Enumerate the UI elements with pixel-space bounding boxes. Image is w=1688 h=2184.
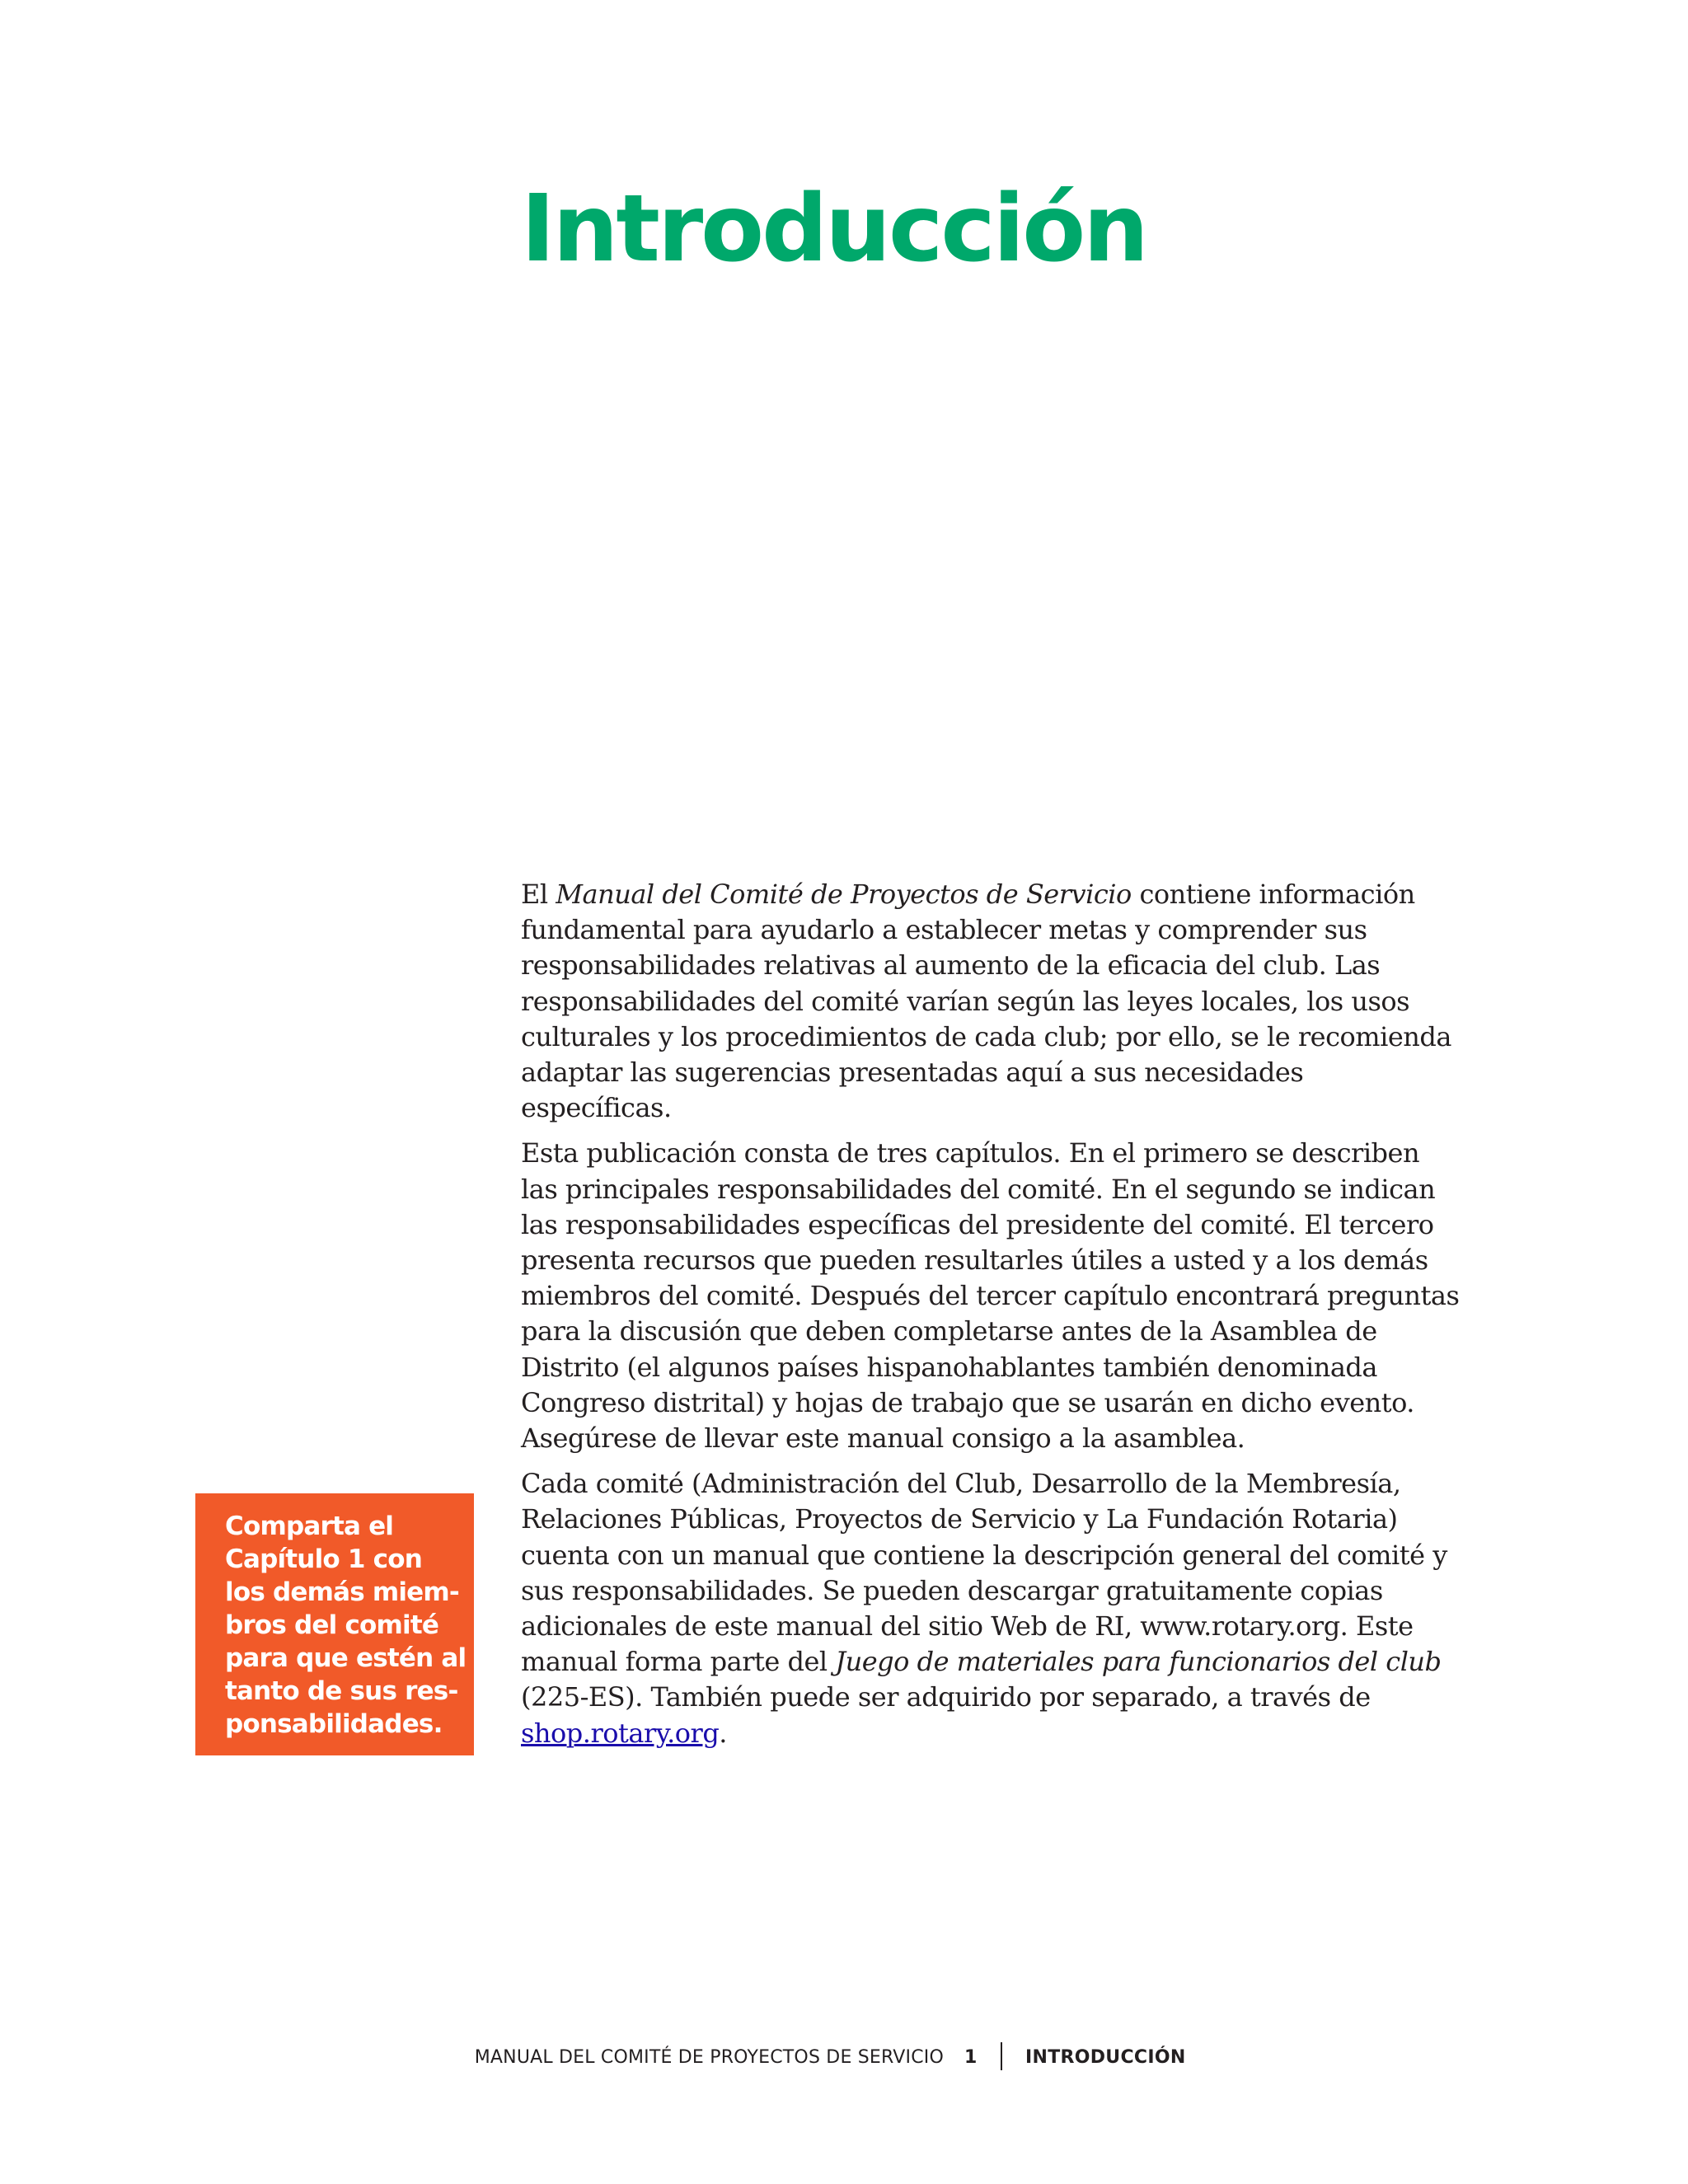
callout-line: Capítulo 1 con xyxy=(225,1544,422,1574)
shop-link[interactable]: shop.rotary.org xyxy=(521,1717,720,1749)
page-footer xyxy=(0,2042,1688,2075)
callout-line: Comparta el xyxy=(225,1511,394,1541)
text-run: (225-ES). También puede ser adquirido por separado, a través de xyxy=(521,1681,1371,1713)
text-run: Esta publicación consta de tres capítulos. En el primero se describen las principales responsabilidades del comité. En el segundo se indican las responsabilidades específicas del presidente del comité. El tercero presenta recursos que pueden resultarles útiles a usted y a los demás miembros del comité. Después del tercer capítulo encontrará preguntas para la discusión que deben completarse antes de la Asamblea de Distrito (el algunos países hispanohablantes también denominada Congreso distrital) y hojas de trabajo que se usarán en dicho evento. Asegúrese de llevar este manual consigo a la asamblea. xyxy=(521,1137,1460,1455)
text-run: Cada comité (Administración del Club, Desarrollo de la Membresía, Relaciones Públicas, Proyectos de Servicio y La Fundación Rotaria) cuenta con un manual que contiene la descripción general del comité y sus responsabilidades. Se pueden descargar gratuitamente copias adicionales de este manual del sitio Web de RI, www.rotary.org. Este manual forma parte del xyxy=(521,1468,1447,1678)
sidebar-callout xyxy=(195,1493,474,1755)
callout-line: para que estén al xyxy=(225,1643,467,1673)
page-title: Introducción xyxy=(521,176,1146,283)
body-paragraph xyxy=(521,1136,1461,1456)
callout-line: tanto de sus res- xyxy=(225,1676,458,1706)
callout-line: ponsabilidades. xyxy=(225,1709,443,1739)
italic-title: Manual del Comité de Proyectos de Servicio xyxy=(556,879,1132,910)
footer-page-number: 1 xyxy=(964,2047,978,2068)
text-run: contiene información fundamental para ayudarlo a establecer metas y comprender sus responsabilidades relativas al aumento de la eficacia del club. Las responsabilidades del comité varían según las leyes locales, los usos culturales y los procedimientos de cada club; por ello, se le recomienda adaptar las sugerencias presentadas aquí a sus necesidades específicas. xyxy=(521,879,1451,1124)
body-paragraph xyxy=(521,877,1461,1126)
body-text xyxy=(521,877,1461,1761)
italic-title: Juego de materiales para funcionarios del club xyxy=(835,1646,1442,1678)
footer-divider xyxy=(1001,2042,1002,2070)
body-paragraph xyxy=(521,1466,1461,1751)
text-run: El xyxy=(521,879,556,910)
text-run: . xyxy=(719,1717,727,1749)
callout-line: bros del comité xyxy=(225,1610,439,1640)
footer-section-title: INTRODUCCIÓN xyxy=(1025,2047,1186,2068)
footer-document-title: MANUAL DEL COMITÉ DE PROYECTOS DE SERVICIO xyxy=(474,2047,944,2068)
callout-line: los demás miem- xyxy=(225,1577,459,1607)
